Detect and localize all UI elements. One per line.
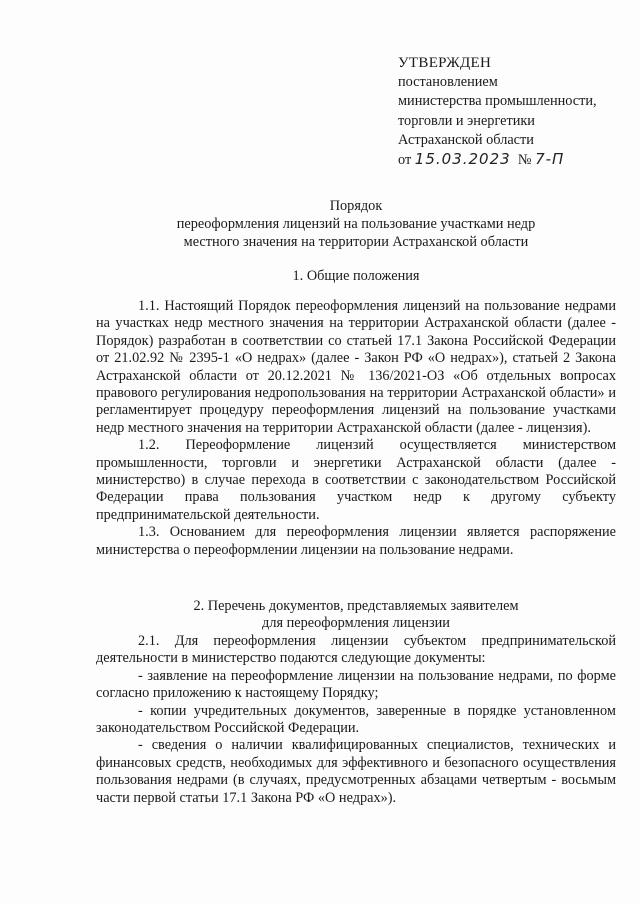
- section-2-heading-line-2: для переоформления лицензии: [262, 615, 450, 632]
- section-1-heading: 1. Общие положения: [292, 268, 420, 284]
- approval-heading: УТВЕРЖДЕН: [398, 55, 492, 71]
- approval-line-2: министерства промышленности,: [398, 93, 597, 110]
- list-item: - заявление на переоформление лицензии на пользование недрами, по форме согласно приложению к настоящему Порядку;: [96, 667, 616, 702]
- subtitle-line-1: переоформления лицензий на пользование участками недр: [176, 216, 536, 232]
- approval-stamp-block: [398, 54, 628, 170]
- approval-line-1: постановлением: [398, 74, 498, 91]
- paragraph-1-3: 1.3. Основанием для переоформления лицензии является распоряжение министерства о переоформлении лицензии на пользование недрами.: [96, 524, 616, 558]
- list-item: - сведения о наличии квалифицированных специалистов, технических и финансовых средств, необходимых для эффективного и безопасного осуществления пользования недрами (в случаях, предусмотренных абзацами четвертым - восьмым части первой статьи 17.1 Закона РФ «О недрах»).: [96, 737, 616, 806]
- number-prefix: №: [517, 152, 532, 169]
- document-title: Порядок: [329, 198, 383, 214]
- paragraph-1-2: 1.2. Переоформление лицензий осуществляется министерством промышленности, торговли и энергетики Астраханской области (далее - министерство) в случае перехода в соответствии с законодательством Российской Федерации права пользования участком недр к другому субъекту предпринимательской деятельности.: [96, 437, 616, 523]
- document-subtitle: [96, 216, 616, 251]
- subtitle-line-2: местного значения на территории Астраханской области: [183, 233, 529, 250]
- approval-line-3: торговли и энергетики: [398, 112, 535, 129]
- handwritten-date: 15.03.2023: [414, 150, 511, 169]
- section-2-heading-line-1: 2. Перечень документов, представляемых заявителем: [193, 598, 519, 614]
- approval-date-line: [398, 150, 628, 170]
- section-1-body: [96, 298, 616, 559]
- handwritten-number: 7-П: [535, 150, 565, 169]
- list-item: - копии учредительных документов, заверенные в порядке установленном законодательством Российской Федерации.: [96, 702, 616, 737]
- section-2-body: [96, 633, 616, 807]
- date-prefix: от: [398, 152, 412, 169]
- approval-line-4: Астраханской области: [398, 131, 534, 148]
- paragraph-1-1: 1.1. Настоящий Порядок переоформления лицензий на пользование недрами на участках недр местного значения на территории Астраханской области (далее - Порядок) разработан в соответствии со статьей 17.1 Закона Российской Федерации от 21.02.92 № 2395-1 «О недрах» (далее - Закон РФ «О недрах»), статьей 2 Закона Астраханской области от 20.12.2021 № 136/2021-ОЗ «Об отдельных вопросах правового регулирования недропользования на территории Астраханской области» и регламентирует процедуру переоформления лицензий на пользование участками недр местного значения на территории Астраханской области (далее - лицензия).: [96, 298, 616, 436]
- paragraph-2-1: 2.1. Для переоформления лицензии субъектом предпринимательской деятельности в министерство подаются следующие документы:: [96, 633, 616, 667]
- section-2-heading: [96, 598, 616, 633]
